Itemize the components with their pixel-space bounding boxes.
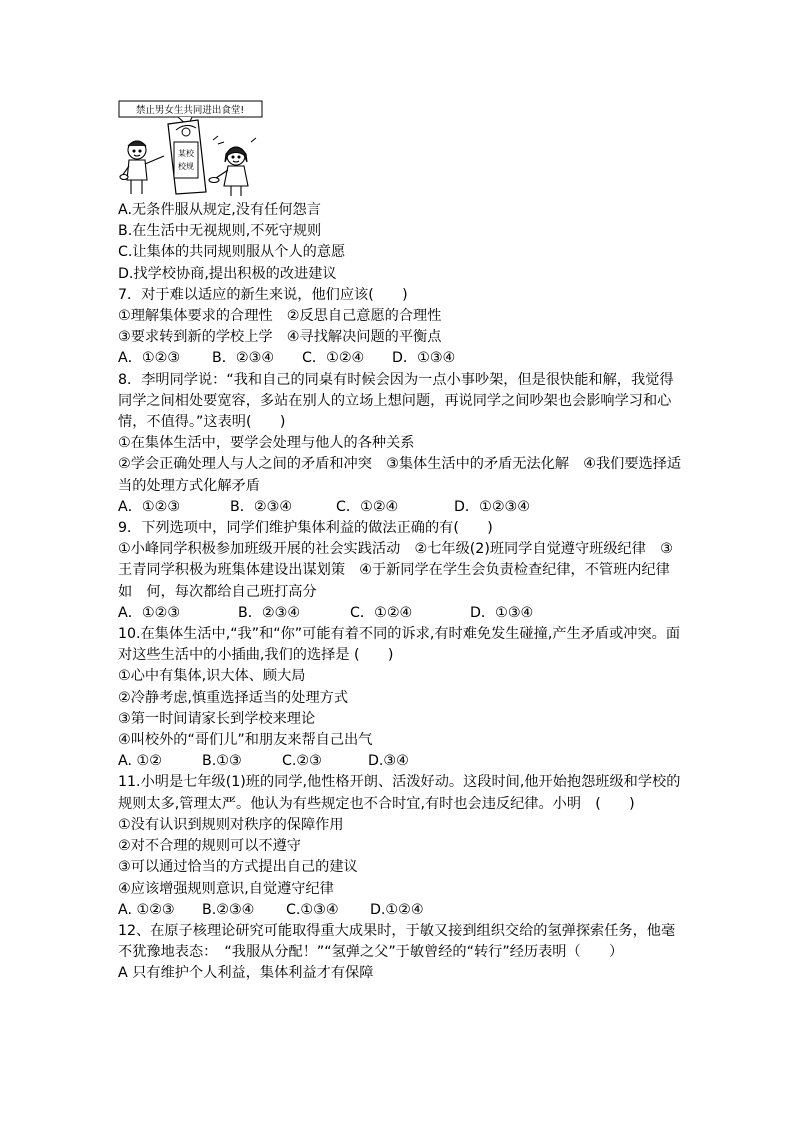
q10-item-3: ③第一时间请家长到学校来理论 <box>118 710 316 727</box>
q9-choice-a: A．①②③ <box>118 604 181 621</box>
q11-choice-c: C.①③④ <box>286 901 339 918</box>
q7-item-line: ①理解集体要求的合理性 ②反思自己意愿的合理性 <box>118 308 442 325</box>
q8-stem: 8．李明同学说：“我和自己的同桌有时候会因为一点小事吵架，但是很快能和解，我觉得同学之间相处要宽容，多站在别人的立场上想问题，再说同学之间吵架也会影响学习和心情，不值得。”这表明( ) <box>118 371 674 431</box>
q9-stem: 9．下列选项中，同学们维护集体利益的做法正确的有( ) <box>118 520 493 537</box>
q8-item-1: ①在集体生活中，要学会处理与他人的各种关系 <box>118 435 415 452</box>
q6-option-c: C.让集体的共同规则服从个人的意愿 <box>118 244 346 261</box>
q7-choice-d: D．①③④ <box>392 350 456 367</box>
q11-choice-b: B.②③④ <box>202 901 255 918</box>
q7-choice-c: C．①②④ <box>302 350 365 367</box>
q11-item-4: ④应该增强规则意识,自觉遵守纪律 <box>118 880 334 897</box>
question-8 <box>118 370 684 518</box>
q8-choice-d: D．①②③④ <box>454 498 530 515</box>
sign-text-2: 校规 <box>178 162 194 171</box>
q10-item-2: ②冷静考虑,慎重选择适当的处理方式 <box>118 689 349 706</box>
q12-option-a: A 只有维护个人利益，集体利益才有保障 <box>118 965 374 982</box>
sign-text-1: 某校 <box>178 149 194 158</box>
q7-choices <box>118 348 684 369</box>
q9-items: ①小峰同学积极参加班级开展的社会实践活动 ②七年级(2)班同学自觉遵守班级纪律 ③王青同学积极为班集体建设出谋划策 ④于新同学在学生会负责检查纪律，不管班内纪律如 何，每次都给自己班打高分 <box>118 541 673 600</box>
question-10 <box>118 624 684 772</box>
q8-item-2: ②学会正确处理人与人之间的矛盾和冲突 ③集体生活中的矛盾无法化解 ④我们要选择适当的处理方式化解矛盾 <box>118 456 682 494</box>
q10-choice-d: D.③④ <box>368 753 409 770</box>
q10-choice-c: C.②③ <box>282 753 322 770</box>
q10-stem: 10.在集体生活中,“我”和“你”可能有着不同的诉求,有时难免发生碰撞,产生矛盾或冲突。面对这些生活中的小插曲,我们的选择是 ( ) <box>118 626 681 664</box>
q8-choice-b: B．②③④ <box>230 498 293 515</box>
question-6-options <box>118 200 684 285</box>
q7-stem: 7．对于难以适应的新生来说，他们应该( ) <box>118 286 408 303</box>
q7-choice-a: A．①②③ <box>118 350 181 367</box>
q11-choice-d: D.①②④ <box>370 901 424 918</box>
q11-item-1: ①没有认识到规则对秩序的保障作用 <box>118 816 344 833</box>
q10-choices <box>118 751 684 772</box>
question-7 <box>118 285 684 370</box>
q9-choice-b: B．②③④ <box>238 604 301 621</box>
q9-choice-d: D．①③④ <box>470 604 534 621</box>
q7-choice-b: B．②③④ <box>212 350 275 367</box>
q11-item-3: ③可以通过恰当的方式提出自己的建议 <box>118 859 358 876</box>
q9-choices <box>118 603 684 624</box>
q9-choice-c: C．①②④ <box>350 604 413 621</box>
q10-choice-a: A. ①② <box>118 753 162 770</box>
q10-choice-b: B.①③ <box>202 753 242 770</box>
q11-choices <box>118 900 684 921</box>
q12-stem: 12、在原子核理论研究可能取得重大成果时，于敏又接到组织交给的氢弹探索任务，他毫不犹豫地表态： “我服从分配！”“氢弹之父”于敏曾经的“转行”经历表明（ ） <box>118 922 676 961</box>
q8-choice-a: A．①②③ <box>118 498 181 515</box>
speech-text: 禁止男女生共同进出食堂! <box>135 105 245 116</box>
q6-option-b: B.在生活中无视规则,不死守规则 <box>118 223 322 240</box>
q8-choices <box>118 497 684 518</box>
q7-item-line: ③要求转到新的学校上学 ④寻找解决问题的平衡点 <box>118 329 442 346</box>
question-12 <box>118 921 684 985</box>
girl-figure <box>209 147 248 196</box>
exam-questions <box>118 200 684 985</box>
q6-option-a: A.无条件服从规定,没有任何怨言 <box>118 202 321 218</box>
boy-figure <box>120 141 164 194</box>
q11-item-2: ②对不合理的规则可以不遵守 <box>118 838 301 855</box>
q11-stem: 11.小明是七年级(1)班的同学,他性格开朗、活泼好动。这段时间,他开始抱怨班级和学校的规则太多,管理太严。他认为有些规定也不合时宜,有时也会违反纪律。小明 ( ) <box>118 774 681 812</box>
question-11 <box>118 772 684 920</box>
question-9 <box>118 518 684 624</box>
q10-item-4: ④叫校外的“哥们儿”和朋友来帮自己出气 <box>118 732 373 749</box>
school-rule-cartoon <box>118 100 263 198</box>
q10-item-1: ①心中有集体,识大体、顾大局 <box>118 668 306 685</box>
q6-option-d: D.找学校协商,提出积极的改进建议 <box>118 265 337 282</box>
q8-choice-c: C．①②④ <box>336 498 399 515</box>
q11-choice-a: A. ①②③ <box>118 901 175 918</box>
